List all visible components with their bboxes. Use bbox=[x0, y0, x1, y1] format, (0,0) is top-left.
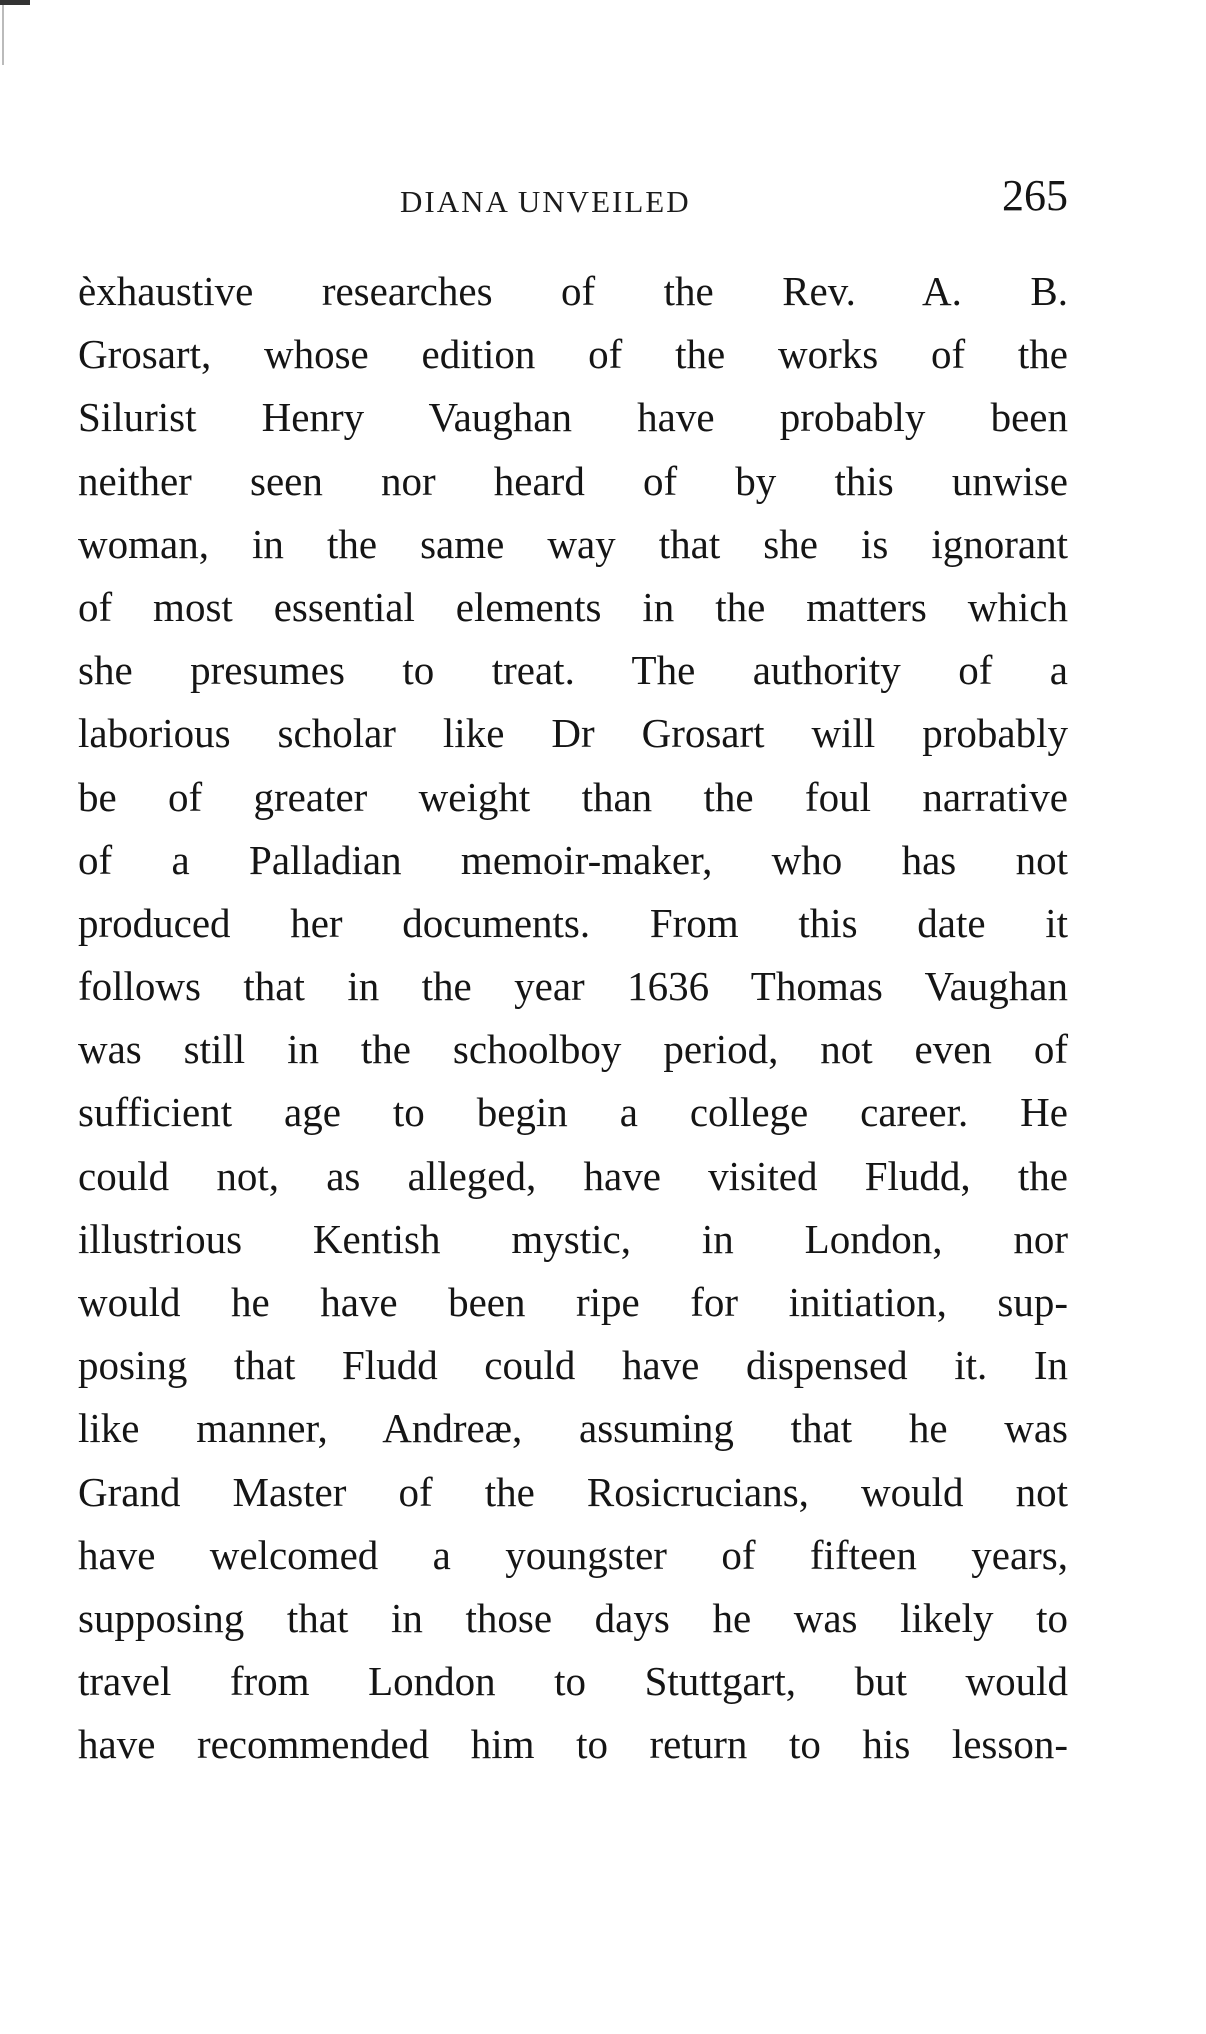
text-line: èxhaustive researches of the Rev. A. B. bbox=[78, 268, 1068, 314]
text-line: have welcomed a youngster of fifteen years, bbox=[78, 1531, 1068, 1578]
scan-artifact bbox=[0, 0, 30, 5]
text-line: like manner, Andreæ, assuming that he was bbox=[78, 1405, 1068, 1452]
text-line: posing that Fludd could have dispensed it. In bbox=[78, 1342, 1068, 1389]
running-title: DIANA UNVEILED bbox=[400, 184, 691, 219]
text-line: follows that in the year 1636 Thomas Vaughan bbox=[78, 963, 1068, 1010]
scan-artifact-edge bbox=[2, 5, 4, 65]
text-line: she presumes to treat. The authority of a bbox=[78, 647, 1068, 694]
body-text bbox=[78, 260, 1068, 1777]
text-line: neither seen nor heard of by this unwise bbox=[78, 457, 1068, 504]
text-line: would he have been ripe for initiation, sup- bbox=[78, 1279, 1068, 1325]
text-line: Silurist Henry Vaughan have probably been bbox=[78, 394, 1068, 441]
text-line: be of greater weight than the foul narrative bbox=[78, 773, 1068, 820]
text-line: Grosart, whose edition of the works of the bbox=[78, 331, 1068, 378]
text-line: of a Palladian memoir-maker, who has not bbox=[78, 836, 1068, 883]
text-line: laborious scholar like Dr Grosart will probably bbox=[78, 710, 1068, 757]
text-line: travel from London to Stuttgart, but would bbox=[78, 1658, 1068, 1705]
text-line: produced her documents. From this date it bbox=[78, 899, 1068, 946]
text-line: illustrious Kentish mystic, in London, nor bbox=[78, 1215, 1068, 1262]
text-line: sufficient age to begin a college career. He bbox=[78, 1089, 1068, 1136]
text-line: have recommended him to return to his lesson- bbox=[78, 1721, 1068, 1768]
text-line: was still in the schoolboy period, not even of bbox=[78, 1026, 1068, 1073]
page-number: 265 bbox=[1002, 171, 1068, 220]
text-line: could not, as alleged, have visited Fludd, the bbox=[78, 1152, 1068, 1199]
text-line: Grand Master of the Rosicrucians, would not bbox=[78, 1468, 1068, 1515]
text-line: supposing that in those days he was likely to bbox=[78, 1594, 1068, 1641]
text-line: woman, in the same way that she is ignorant bbox=[78, 520, 1068, 567]
text-line: of most essential elements in the matters which bbox=[78, 583, 1068, 630]
running-head bbox=[78, 170, 1068, 220]
